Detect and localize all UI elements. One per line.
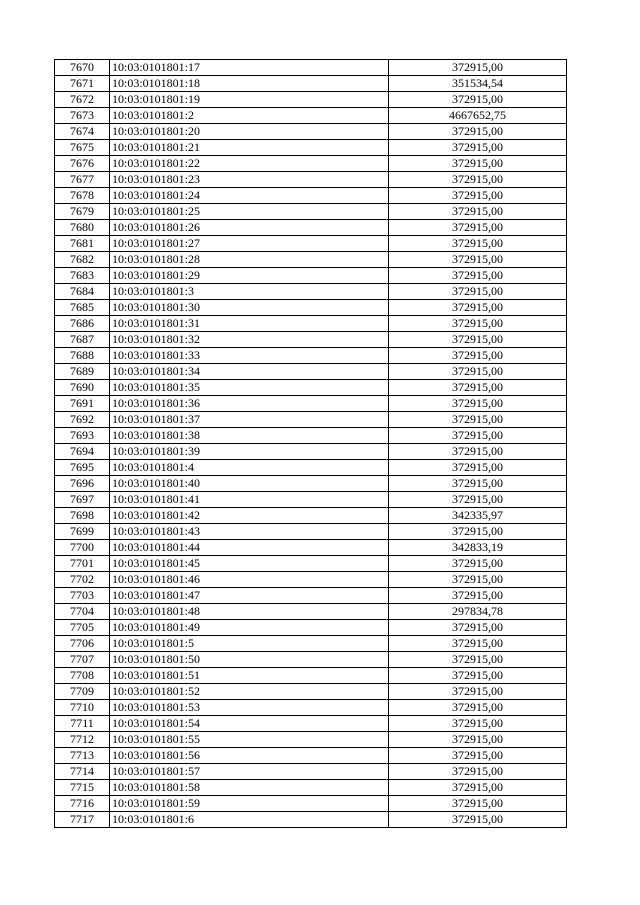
value-cell: 372915,00 [389, 476, 567, 492]
row-number-cell: 7679 [55, 204, 110, 220]
row-number-cell: 7692 [55, 412, 110, 428]
value-cell: 372915,00 [389, 60, 567, 76]
cadastral-number-cell: 10:03:0101801:22 [110, 156, 389, 172]
value-cell: 372915,00 [389, 636, 567, 652]
value-cell: 372915,00 [389, 172, 567, 188]
table-row [55, 620, 567, 636]
row-number-cell: 7673 [55, 108, 110, 124]
value-cell: 372915,00 [389, 236, 567, 252]
value-cell: 372915,00 [389, 300, 567, 316]
row-number-cell: 7675 [55, 140, 110, 156]
row-number-cell: 7702 [55, 572, 110, 588]
table-row [55, 540, 567, 556]
value-cell: 372915,00 [389, 428, 567, 444]
table-row [55, 348, 567, 364]
row-number-cell: 7674 [55, 124, 110, 140]
cadastral-number-cell: 10:03:0101801:28 [110, 252, 389, 268]
value-cell: 372915,00 [389, 764, 567, 780]
row-number-cell: 7711 [55, 716, 110, 732]
value-cell: 372915,00 [389, 572, 567, 588]
table-row [55, 364, 567, 380]
cadastral-number-cell: 10:03:0101801:41 [110, 492, 389, 508]
value-cell: 372915,00 [389, 524, 567, 540]
value-cell: 372915,00 [389, 716, 567, 732]
table-row [55, 780, 567, 796]
table-row [55, 140, 567, 156]
cadastral-number-cell: 10:03:0101801:42 [110, 508, 389, 524]
cadastral-number-cell: 10:03:0101801:55 [110, 732, 389, 748]
table-row [55, 732, 567, 748]
value-cell: 372915,00 [389, 188, 567, 204]
row-number-cell: 7708 [55, 668, 110, 684]
table-row [55, 444, 567, 460]
table-row [55, 572, 567, 588]
cadastral-number-cell: 10:03:0101801:47 [110, 588, 389, 604]
table-row [55, 156, 567, 172]
value-cell: 372915,00 [389, 124, 567, 140]
row-number-cell: 7695 [55, 460, 110, 476]
value-cell: 372915,00 [389, 252, 567, 268]
value-cell: 372915,00 [389, 140, 567, 156]
row-number-cell: 7682 [55, 252, 110, 268]
row-number-cell: 7690 [55, 380, 110, 396]
cadastral-number-cell: 10:03:0101801:51 [110, 668, 389, 684]
table-row [55, 252, 567, 268]
value-cell: 372915,00 [389, 332, 567, 348]
cadastral-number-cell: 10:03:0101801:19 [110, 92, 389, 108]
cadastral-number-cell: 10:03:0101801:50 [110, 652, 389, 668]
row-number-cell: 7704 [55, 604, 110, 620]
row-number-cell: 7684 [55, 284, 110, 300]
value-cell: 372915,00 [389, 620, 567, 636]
table-row [55, 220, 567, 236]
value-cell: 372915,00 [389, 268, 567, 284]
table-row [55, 524, 567, 540]
value-cell: 4667652,75 [389, 108, 567, 124]
table-row [55, 636, 567, 652]
row-number-cell: 7697 [55, 492, 110, 508]
row-number-cell: 7705 [55, 620, 110, 636]
cadastral-number-cell: 10:03:0101801:56 [110, 748, 389, 764]
row-number-cell: 7715 [55, 780, 110, 796]
value-cell: 372915,00 [389, 684, 567, 700]
row-number-cell: 7693 [55, 428, 110, 444]
row-number-cell: 7694 [55, 444, 110, 460]
table-row [55, 380, 567, 396]
row-number-cell: 7706 [55, 636, 110, 652]
table-row [55, 428, 567, 444]
row-number-cell: 7671 [55, 76, 110, 92]
cadastral-number-cell: 10:03:0101801:49 [110, 620, 389, 636]
cadastral-number-cell: 10:03:0101801:34 [110, 364, 389, 380]
cadastral-number-cell: 10:03:0101801:5 [110, 636, 389, 652]
table-row [55, 684, 567, 700]
table-row [55, 204, 567, 220]
value-cell: 372915,00 [389, 556, 567, 572]
cadastral-number-cell: 10:03:0101801:24 [110, 188, 389, 204]
row-number-cell: 7709 [55, 684, 110, 700]
value-cell: 372915,00 [389, 348, 567, 364]
row-number-cell: 7712 [55, 732, 110, 748]
cadastral-number-cell: 10:03:0101801:52 [110, 684, 389, 700]
row-number-cell: 7714 [55, 764, 110, 780]
cadastral-number-cell: 10:03:0101801:53 [110, 700, 389, 716]
value-cell: 342335,97 [389, 508, 567, 524]
value-cell: 372915,00 [389, 364, 567, 380]
cadastral-number-cell: 10:03:0101801:57 [110, 764, 389, 780]
cadastral-number-cell: 10:03:0101801:4 [110, 460, 389, 476]
table-row [55, 396, 567, 412]
row-number-cell: 7700 [55, 540, 110, 556]
value-cell: 372915,00 [389, 92, 567, 108]
value-cell: 372915,00 [389, 652, 567, 668]
cadastral-number-cell: 10:03:0101801:39 [110, 444, 389, 460]
row-number-cell: 7699 [55, 524, 110, 540]
table-row [55, 748, 567, 764]
table-row [55, 668, 567, 684]
cadastral-number-cell: 10:03:0101801:29 [110, 268, 389, 284]
row-number-cell: 7686 [55, 316, 110, 332]
table-row [55, 236, 567, 252]
value-cell: 372915,00 [389, 444, 567, 460]
cadastral-number-cell: 10:03:0101801:44 [110, 540, 389, 556]
row-number-cell: 7710 [55, 700, 110, 716]
value-cell: 372915,00 [389, 396, 567, 412]
cadastral-number-cell: 10:03:0101801:2 [110, 108, 389, 124]
cadastral-number-cell: 10:03:0101801:46 [110, 572, 389, 588]
cadastral-number-cell: 10:03:0101801:30 [110, 300, 389, 316]
cadastral-number-cell: 10:03:0101801:20 [110, 124, 389, 140]
value-cell: 342833,19 [389, 540, 567, 556]
table-row [55, 476, 567, 492]
table-row [55, 92, 567, 108]
table-row [55, 652, 567, 668]
value-cell: 372915,00 [389, 460, 567, 476]
value-cell: 372915,00 [389, 412, 567, 428]
row-number-cell: 7717 [55, 812, 110, 828]
cadastral-number-cell: 10:03:0101801:18 [110, 76, 389, 92]
row-number-cell: 7716 [55, 796, 110, 812]
row-number-cell: 7683 [55, 268, 110, 284]
table-row [55, 172, 567, 188]
row-number-cell: 7676 [55, 156, 110, 172]
row-number-cell: 7687 [55, 332, 110, 348]
value-cell: 372915,00 [389, 700, 567, 716]
value-cell: 372915,00 [389, 156, 567, 172]
row-number-cell: 7681 [55, 236, 110, 252]
value-cell: 372915,00 [389, 588, 567, 604]
cadastral-number-cell: 10:03:0101801:26 [110, 220, 389, 236]
cadastral-number-cell: 10:03:0101801:45 [110, 556, 389, 572]
value-cell: 297834,78 [389, 604, 567, 620]
table-row [55, 556, 567, 572]
value-cell: 372915,00 [389, 220, 567, 236]
table-row [55, 412, 567, 428]
table-row [55, 332, 567, 348]
cadastral-number-cell: 10:03:0101801:54 [110, 716, 389, 732]
row-number-cell: 7680 [55, 220, 110, 236]
table-row [55, 284, 567, 300]
value-cell: 372915,00 [389, 204, 567, 220]
cadastral-number-cell: 10:03:0101801:58 [110, 780, 389, 796]
value-cell: 351534,54 [389, 76, 567, 92]
table-row [55, 188, 567, 204]
table-row [55, 508, 567, 524]
row-number-cell: 7707 [55, 652, 110, 668]
row-number-cell: 7698 [55, 508, 110, 524]
value-cell: 372915,00 [389, 796, 567, 812]
row-number-cell: 7691 [55, 396, 110, 412]
cadastral-number-cell: 10:03:0101801:43 [110, 524, 389, 540]
cadastral-number-cell: 10:03:0101801:40 [110, 476, 389, 492]
cadastral-number-cell: 10:03:0101801:59 [110, 796, 389, 812]
table-row [55, 716, 567, 732]
row-number-cell: 7685 [55, 300, 110, 316]
value-cell: 372915,00 [389, 780, 567, 796]
cadastral-number-cell: 10:03:0101801:21 [110, 140, 389, 156]
table-row [55, 268, 567, 284]
table-row [55, 300, 567, 316]
value-cell: 372915,00 [389, 812, 567, 828]
table-row [55, 316, 567, 332]
cadastral-value-table [54, 59, 567, 828]
cadastral-number-cell: 10:03:0101801:36 [110, 396, 389, 412]
row-number-cell: 7689 [55, 364, 110, 380]
row-number-cell: 7677 [55, 172, 110, 188]
cadastral-number-cell: 10:03:0101801:17 [110, 60, 389, 76]
table-row [55, 108, 567, 124]
table-row [55, 76, 567, 92]
value-cell: 372915,00 [389, 748, 567, 764]
value-cell: 372915,00 [389, 284, 567, 300]
row-number-cell: 7696 [55, 476, 110, 492]
cadastral-number-cell: 10:03:0101801:27 [110, 236, 389, 252]
table-body [55, 60, 567, 828]
row-number-cell: 7713 [55, 748, 110, 764]
table-row [55, 700, 567, 716]
table-row [55, 460, 567, 476]
row-number-cell: 7672 [55, 92, 110, 108]
cadastral-number-cell: 10:03:0101801:33 [110, 348, 389, 364]
value-cell: 372915,00 [389, 668, 567, 684]
cadastral-number-cell: 10:03:0101801:38 [110, 428, 389, 444]
row-number-cell: 7703 [55, 588, 110, 604]
cadastral-number-cell: 10:03:0101801:32 [110, 332, 389, 348]
table-row [55, 764, 567, 780]
cadastral-number-cell: 10:03:0101801:48 [110, 604, 389, 620]
table-row [55, 60, 567, 76]
table-row [55, 492, 567, 508]
row-number-cell: 7701 [55, 556, 110, 572]
row-number-cell: 7688 [55, 348, 110, 364]
cadastral-number-cell: 10:03:0101801:6 [110, 812, 389, 828]
row-number-cell: 7678 [55, 188, 110, 204]
cadastral-number-cell: 10:03:0101801:37 [110, 412, 389, 428]
value-cell: 372915,00 [389, 316, 567, 332]
cadastral-number-cell: 10:03:0101801:31 [110, 316, 389, 332]
table-row [55, 124, 567, 140]
cadastral-number-cell: 10:03:0101801:3 [110, 284, 389, 300]
value-cell: 372915,00 [389, 492, 567, 508]
table-row [55, 588, 567, 604]
table-row [55, 604, 567, 620]
row-number-cell: 7670 [55, 60, 110, 76]
table-row [55, 812, 567, 828]
cadastral-number-cell: 10:03:0101801:35 [110, 380, 389, 396]
cadastral-number-cell: 10:03:0101801:23 [110, 172, 389, 188]
cadastral-number-cell: 10:03:0101801:25 [110, 204, 389, 220]
table-row [55, 796, 567, 812]
value-cell: 372915,00 [389, 380, 567, 396]
value-cell: 372915,00 [389, 732, 567, 748]
